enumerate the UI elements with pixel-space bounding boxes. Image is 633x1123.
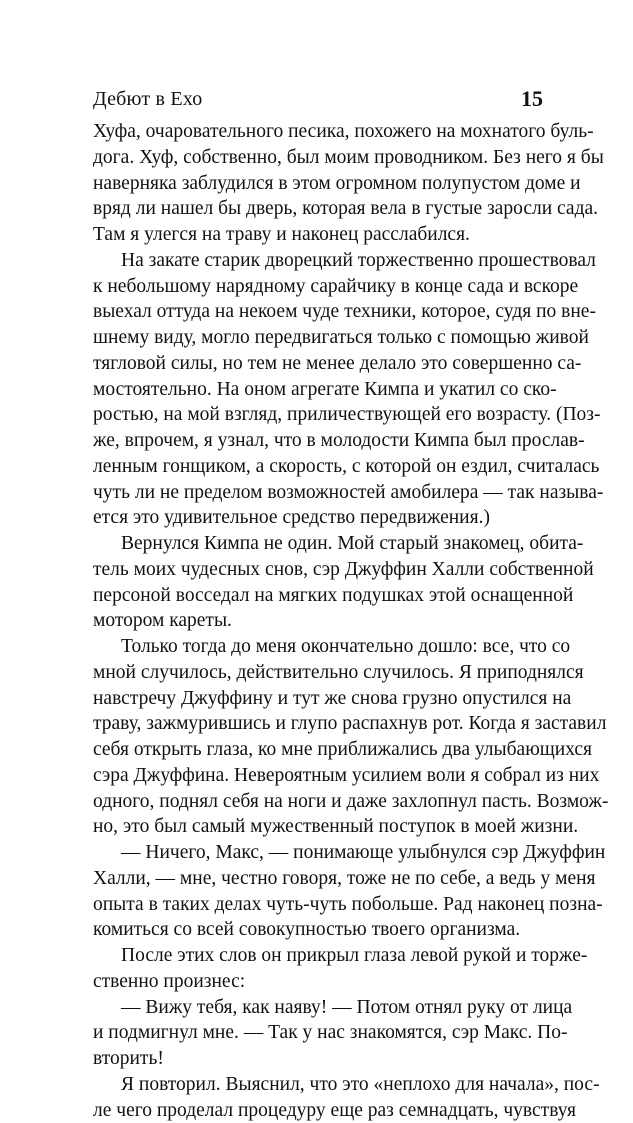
text-line: навстречу Джуффину и тут же снова грузно опустился на [93,686,543,712]
text-line: но, это был самый мужественный поступок в моей жизни. [93,814,543,840]
running-title: Дебют в Ехо [93,86,202,112]
text-line: вряд ли нашел бы дверь, которая вела в густые заросли сада. [93,196,543,222]
text-line: тягловой силы, но тем не менее делало это совершенно са- [93,351,543,377]
running-header [93,86,543,112]
text-line: ленным гонщиком, а скорость, с которой он ездил, считалась [93,454,543,480]
text-line: — Вижу тебя, как наяву! — Потом отнял руку от лица [93,995,543,1021]
text-line: сэра Джуффина. Невероятным усилием воли я собрал из них [93,763,543,789]
text-line: — Ничего, Макс, — понимающе улыбнулся сэр Джуффин [93,840,543,866]
text-line: Халли, — мне, честно говоря, тоже не по себе, а ведь у меня [93,866,543,892]
text-line: выехал оттуда на некоем чуде техники, которое, судя по вне- [93,299,543,325]
text-line: траву, зажмурившись и глупо распахнув рот. Когда я заставил [93,711,543,737]
text-line: комиться со всей совокупностью твоего организма. [93,917,543,943]
text-line: ственно произнес: [93,969,543,995]
text-line: тель моих чудесных снов, сэр Джуффин Халли собственной [93,557,543,583]
text-line: ется это удивительное средство передвижения.) [93,505,543,531]
text-line: дога. Хуф, собственно, был моим проводником. Без него я бы [93,145,543,171]
text-line: персоной восседал на мягких подушках этой оснащенной [93,583,543,609]
text-line: Я повторил. Выяснил, что это «неплохо для начала», пос- [93,1072,543,1098]
text-line: Хуфа, очаровательного песика, похожего на мохнатого буль- [93,119,543,145]
text-line: наверняка заблудился в этом огромном полупустом доме и [93,171,543,197]
text-line: шнему виду, могло передвигаться только с помощью живой [93,325,543,351]
text-line: ростью, на мой взгляд, приличествующей его возрасту. (Поз- [93,402,543,428]
text-line: Только тогда до меня окончательно дошло: все, что со [93,634,543,660]
text-line: мотором кареты. [93,608,543,634]
text-line: На закате старик дворецкий торжественно прошествовал [93,248,543,274]
text-line: опыта в таких делах чуть-чуть побольше. Рад наконец позна- [93,892,543,918]
text-line: Вернулся Кимпа не один. Мой старый знакомец, обита- [93,531,543,557]
text-line: одного, поднял себя на ноги и даже захлопнул пасть. Возмож- [93,789,543,815]
text-line: же, впрочем, я узнал, что в молодости Кимпа был прослав- [93,428,543,454]
text-line: мостоятельно. На оном агрегате Кимпа и укатил со ско- [93,377,543,403]
text-line: себя открыть глаза, ко мне приближались два улыбающихся [93,737,543,763]
text-line: и подмигнул мне. — Так у нас знакомятся, сэр Макс. По- [93,1020,543,1046]
text-line: к небольшому нарядному сарайчику в конце сада и вскоре [93,274,543,300]
text-line: ле чего проделал процедуру еще раз семнадцать, чувствуя [93,1098,543,1123]
text-line: После этих слов он прикрыл глаза левой рукой и торже- [93,943,543,969]
body-text [93,119,543,1123]
text-line: чуть ли не пределом возможностей амобилера — так называ- [93,480,543,506]
text-line: Там я улегся на траву и наконец расслабился. [93,222,543,248]
text-line: мной случилось, действительно случилось. Я приподнялся [93,660,543,686]
text-line: вторить! [93,1046,543,1072]
page-number: 15 [521,86,543,112]
